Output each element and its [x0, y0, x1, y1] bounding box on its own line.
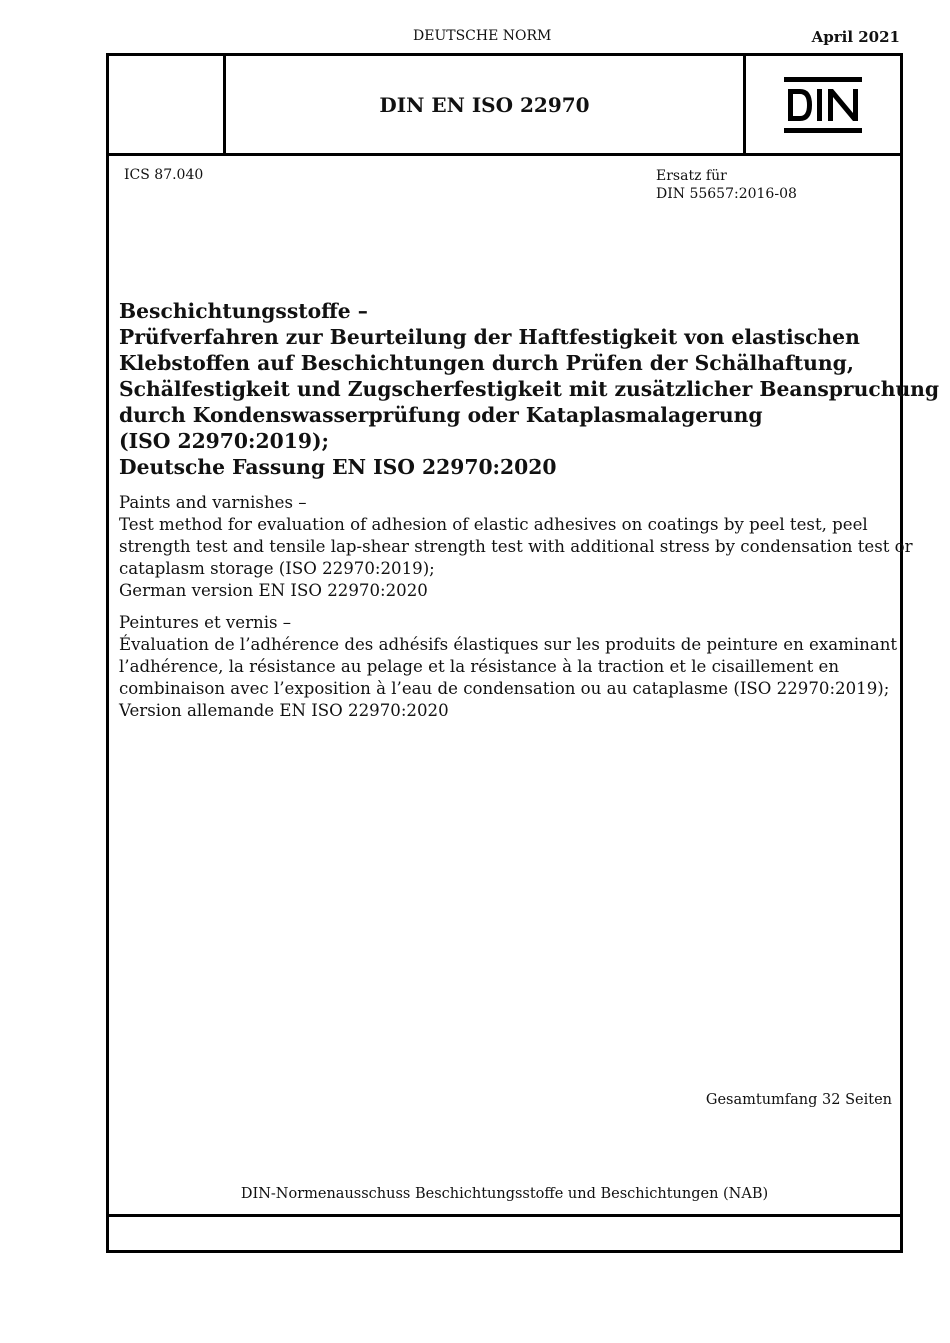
title-fr-line: Peintures et vernis –	[119, 613, 292, 632]
title-de-line: Klebstoffen auf Beschichtungen durch Prüfen der Schälhaftung,	[119, 351, 854, 375]
title-fr-line: Version allemande EN ISO 22970:2020	[119, 701, 449, 720]
title-fr-line: l’adhérence, la résistance au pelage et la résistance à la traction et le cisaillement en	[119, 657, 840, 676]
title-de-line: Prüfverfahren zur Beurteilung der Haftfestigkeit von elastischen	[119, 325, 860, 349]
title-en-line: Paints and varnishes –	[119, 493, 307, 512]
document-type-label: DEUTSCHE NORM	[413, 28, 552, 44]
title-de-line: Beschichtungsstoffe –	[119, 299, 368, 323]
replacement-note	[656, 167, 797, 203]
title-english	[119, 492, 913, 602]
title-german	[119, 298, 940, 480]
title-en-line: strength test and tensile lap-shear strength test with additional stress by condensation test or	[119, 537, 913, 556]
publication-date: April 2021	[811, 28, 900, 46]
title-en-line: cataplasm storage (ISO 22970:2019);	[119, 559, 435, 578]
title-fr-line: combinaison avec l’exposition à l’eau de condensation ou au cataplasme (ISO 22970:2019);	[119, 679, 890, 698]
cover-frame	[106, 53, 940, 1253]
title-fr-line: Évaluation de l’adhérence des adhésifs élastiques sur les produits de peinture en examinant	[119, 635, 898, 654]
title-en-line: German version EN ISO 22970:2020	[119, 581, 428, 600]
din-logo-cell	[746, 56, 900, 153]
header-row	[109, 56, 900, 156]
title-de-line: Schälfestigkeit und Zugscherfestigkeit mit zusätzlicher Beanspruchung	[119, 377, 940, 401]
ics-code: ICS 87.040	[124, 167, 204, 183]
committee-name: DIN-Normenausschuss Beschichtungsstoffe und Beschichtungen (NAB)	[240, 1186, 769, 1202]
title-french	[119, 612, 898, 722]
footer-divider	[109, 1214, 900, 1217]
replacement-label: Ersatz für	[656, 168, 727, 184]
standard-number-cell	[226, 56, 746, 153]
title-en-line: Test method for evaluation of adhesion of elastic adhesives on coatings by peel test, peel	[119, 515, 868, 534]
title-de-line: durch Kondenswasserprüfung oder Kataplasmalagerung	[119, 403, 763, 427]
replacement-value: DIN 55657:2016-08	[656, 186, 797, 202]
total-pages: Gesamtumfang 32 Seiten	[705, 1092, 892, 1108]
standard-number: DIN EN ISO 22970	[379, 92, 590, 117]
header-empty-cell	[109, 56, 226, 153]
title-de-line: Deutsche Fassung EN ISO 22970:2020	[119, 455, 557, 479]
title-de-line: (ISO 22970:2019);	[119, 429, 330, 453]
din-logo	[784, 77, 862, 133]
